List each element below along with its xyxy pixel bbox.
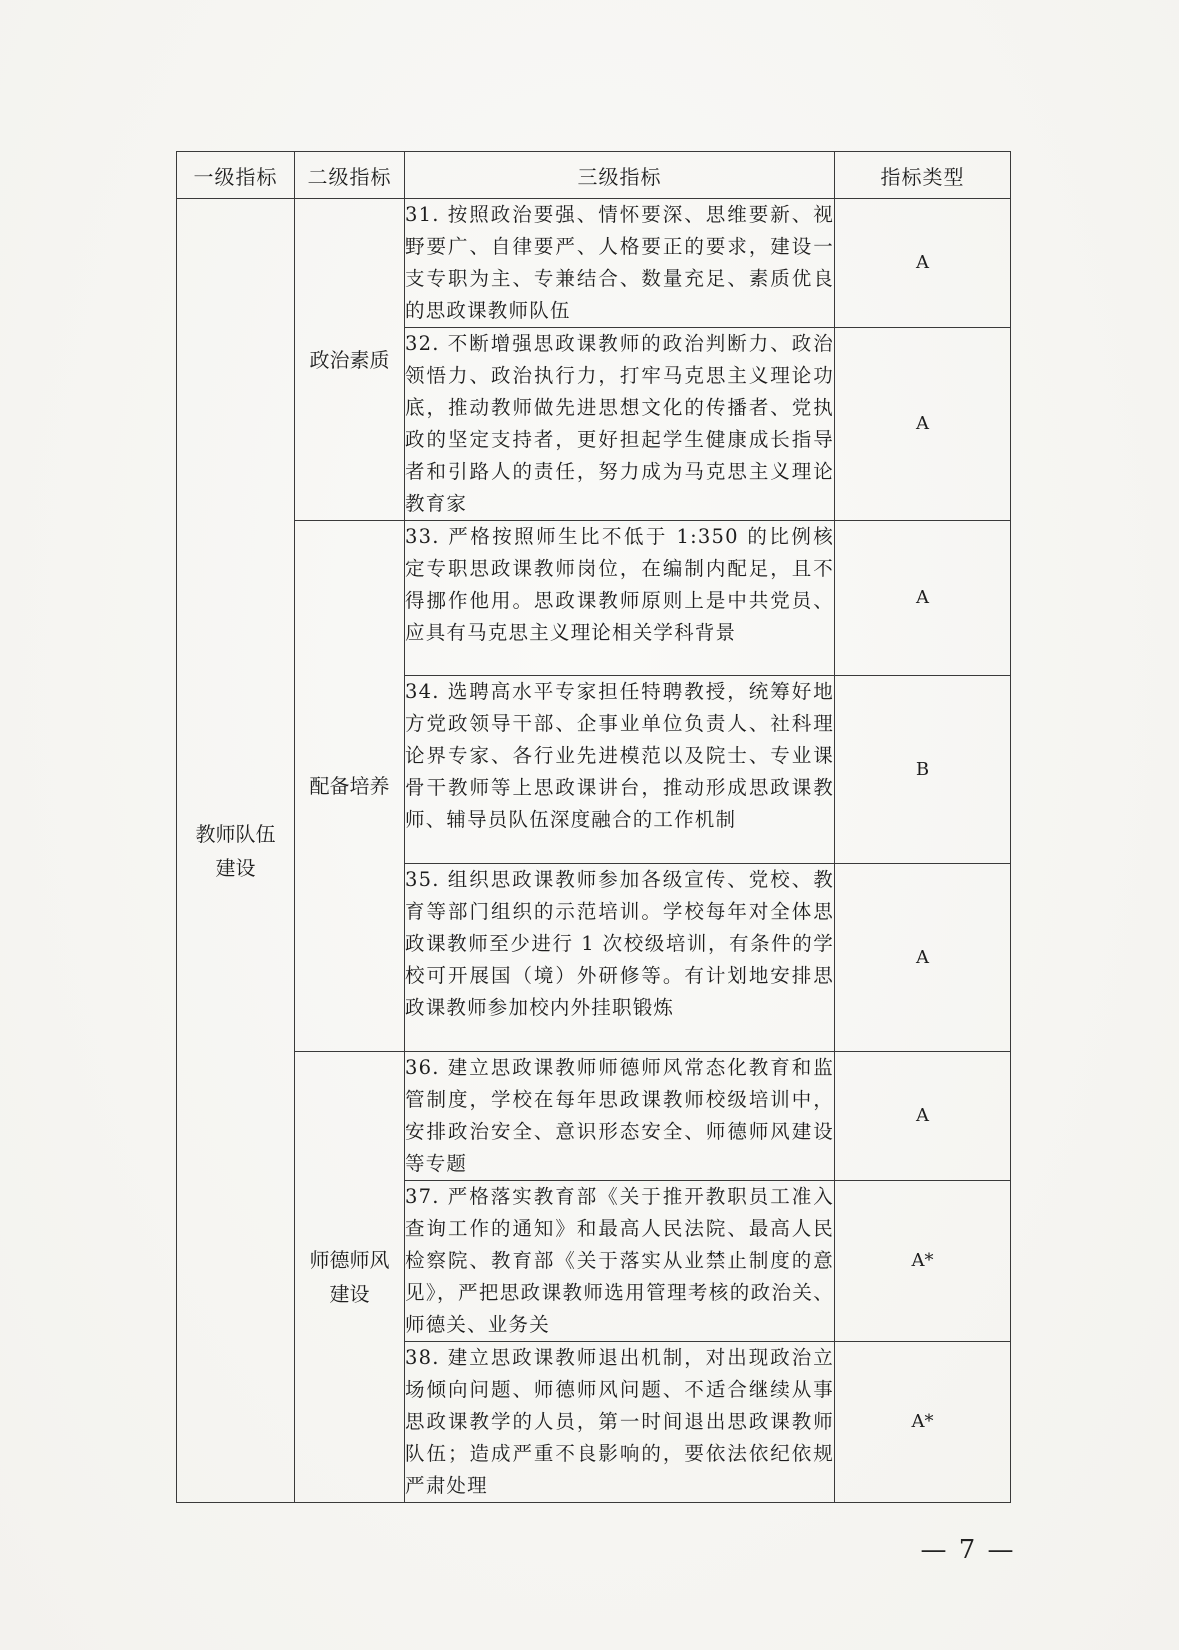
table-header-row — [177, 152, 1011, 199]
level3-cell: 32. 不断增强思政课教师的政治判断力、政治领悟力、政治执行力，打牢马克思主义理论功底，推动教师做先进思想文化的传播者、党执政的坚定支持者，更好担起学生健康成长指导者和引路人的责任，努力成为马克思主义理论教育家 — [405, 328, 835, 521]
level3-cell: 34. 选聘高水平专家担任特聘教授，统筹好地方党政领导干部、企事业单位负责人、社科理论界专家、各行业先进模范以及院士、专业课骨干教师等上思政课讲台，推动形成思政课教师、辅导员队伍深度融合的工作机制 — [405, 676, 835, 864]
type-cell: A — [835, 521, 1011, 676]
table-row — [177, 521, 1011, 676]
table-row — [177, 1052, 1011, 1181]
level3-cell: 31. 按照政治要强、情怀要深、思维要新、视野要广、自律要严、人格要正的要求，建设一支专职为主、专兼结合、数量充足、素质优良的思政课教师队伍 — [405, 199, 835, 328]
type-cell: B — [835, 676, 1011, 864]
level2-cell-staffing — [295, 521, 405, 1052]
level2-label: 配备培养 — [309, 774, 390, 798]
level3-cell: 37. 严格落实教育部《关于推开教职员工准入查询工作的通知》和最高人民法院、最高人民检察院、教育部《关于落实从业禁止制度的意见》，严把思政课教师选用管理考核的政治关、师德关、业务关 — [405, 1181, 835, 1342]
level2-label: 政治素质 — [309, 347, 390, 372]
header-level2: 二级指标 — [295, 152, 405, 199]
level3-cell: 33. 严格按照师生比不低于 1:350 的比例核定专职思政课教师岗位，在编制内配足，且不得挪作他用。思政课教师原则上是中共党员、应具有马克思主义理论相关学科背景 — [405, 521, 835, 676]
type-cell: A — [835, 864, 1011, 1052]
level3-cell: 36. 建立思政课教师师德师风常态化教育和监管制度，学校在每年思政课教师校级培训中，安排政治安全、意识形态安全、师德师风建设等专题 — [405, 1052, 835, 1181]
type-cell: A — [835, 1052, 1011, 1181]
level2-label-line: 建设 — [329, 1282, 370, 1306]
header-level1: 一级指标 — [177, 152, 295, 199]
level2-label-line: 师德师风 — [309, 1248, 390, 1272]
level2-cell-political — [295, 199, 405, 521]
level1-label-line: 建设 — [215, 855, 256, 880]
level2-cell-ethics — [295, 1052, 405, 1503]
header-type: 指标类型 — [835, 152, 1011, 199]
type-cell: A* — [835, 1342, 1011, 1503]
header-level3: 三级指标 — [405, 152, 835, 199]
type-cell: A — [835, 328, 1011, 521]
level1-label-line: 教师队伍 — [195, 821, 276, 846]
page-number: — 7 — — [920, 1535, 1016, 1565]
table-row — [177, 199, 1011, 328]
level3-cell: 38. 建立思政课教师退出机制，对出现政治立场倾向问题、师德师风问题、不适合继续从事思政课教学的人员，第一时间退出思政课教师队伍；造成严重不良影响的，要依法依纪依规严肃处理 — [405, 1342, 835, 1503]
indicator-table — [176, 151, 1011, 1503]
type-cell: A — [835, 199, 1011, 328]
level3-cell: 35. 组织思政课教师参加各级宣传、党校、教育等部门组织的示范培训。学校每年对全体思政课教师至少进行 1 次校级培训，有条件的学校可开展国（境）外研修等。有计划地安排思政课教师参加校内外挂职锻炼 — [405, 864, 835, 1052]
type-cell: A* — [835, 1181, 1011, 1342]
level1-cell — [177, 199, 295, 1503]
